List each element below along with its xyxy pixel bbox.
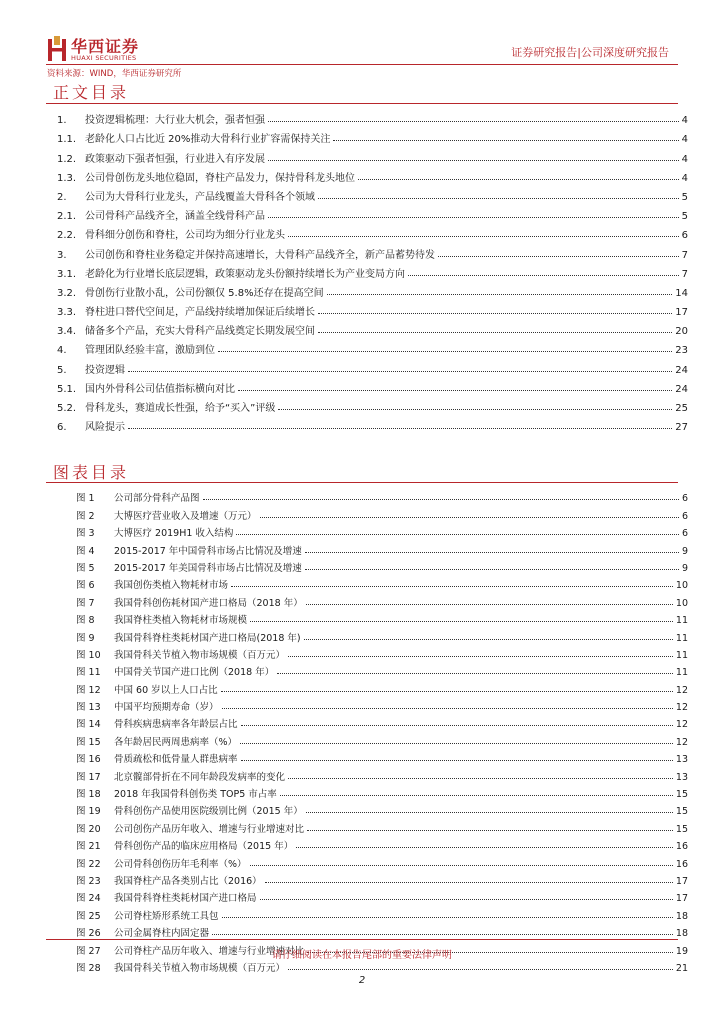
toc-entry-page: 7: [681, 249, 688, 261]
figure-entry-page: 13: [675, 771, 688, 783]
dot-leader: [238, 390, 672, 391]
dot-leader: [260, 517, 679, 518]
figure-entry-title: 中国平均预期寿命（岁）: [114, 702, 219, 714]
toc-entry-number: 3.: [57, 249, 67, 261]
figure-entry-page: 15: [675, 789, 688, 801]
dot-leader: [128, 371, 672, 372]
figure-entry-title: 公司部分骨科产品图: [114, 493, 200, 505]
figure-entry-page: 11: [675, 615, 688, 627]
figure-entry-number: 图 7: [76, 597, 95, 609]
figure-entry-title: 各年龄居民两周患病率（%）: [114, 736, 238, 748]
figure-entry-title: 我国创伤类植入物耗材市场: [114, 580, 229, 592]
figure-entry[interactable]: [76, 730, 688, 747]
toc-entry-number: 2.2.: [57, 230, 77, 242]
figure-entry-page: 11: [675, 667, 688, 679]
figure-entry[interactable]: [76, 748, 688, 765]
header-divider: [46, 64, 678, 65]
figure-entry-page: 18: [675, 910, 688, 922]
figure-entry[interactable]: [76, 626, 688, 643]
dot-leader: [307, 830, 673, 831]
figure-entry[interactable]: [76, 800, 688, 817]
footer-divider: [46, 939, 678, 940]
toc-entry-page: 6: [681, 230, 688, 242]
toc-entry-title: 风险提示: [85, 422, 125, 434]
figure-entry[interactable]: [76, 504, 688, 521]
figure-entry-title: 我国骨科脊柱类耗材国产进口格局: [114, 893, 257, 905]
legal-disclaimer-note: 请仔细阅读在本报告尾部的重要法律声明: [272, 950, 452, 961]
toc-entry-page: 23: [675, 345, 688, 357]
figure-entry-page: 16: [675, 841, 688, 853]
dot-leader: [288, 969, 673, 970]
dot-leader: [268, 121, 679, 122]
toc-entry-page: 7: [681, 268, 688, 280]
dot-leader: [265, 882, 673, 883]
figure-entry-title: 公司脊柱矫形系统工具包: [114, 910, 219, 922]
toc-entry[interactable]: [57, 184, 688, 203]
list-of-figures: [76, 487, 688, 974]
figure-entry[interactable]: [76, 922, 688, 939]
figure-entry-title: 我国骨科关节植入物市场规模（百万元）: [114, 962, 286, 974]
toc-entry-number: 3.1.: [57, 268, 77, 280]
dot-leader: [231, 586, 673, 587]
figure-entry-number: 图 21: [76, 841, 101, 853]
toc-entry[interactable]: [57, 261, 688, 280]
figure-entry[interactable]: [76, 765, 688, 782]
toc-entry-number: 3.4.: [57, 326, 77, 338]
figure-entry-title: 中国骨关节国产进口比例（2018 年）: [114, 667, 275, 679]
dot-leader: [288, 236, 679, 237]
toc-entry[interactable]: [57, 145, 688, 164]
toc-entry-number: 3.3.: [57, 307, 77, 319]
toc-entry-page: 4: [681, 172, 688, 184]
toc-entry-title: 管理团队经验丰富，激励到位: [85, 345, 215, 357]
toc-entry-number: 1.2.: [57, 153, 77, 165]
toc-entry-page: 4: [681, 134, 688, 146]
figure-entry-title: 大博医疗 2019H1 收入结构: [114, 528, 234, 540]
dot-leader: [304, 639, 673, 640]
figure-entry[interactable]: [76, 713, 688, 730]
dot-leader: [241, 760, 673, 761]
figure-entry-title: 骨质疏松和低骨量人群患病率: [114, 754, 238, 766]
figures-title: 图表目录: [53, 463, 130, 482]
figure-entry-title: 骨科创伤产品的临床应用格局（2015 年）: [114, 841, 294, 853]
figure-entry-number: 图 17: [76, 771, 101, 783]
dot-leader: [438, 256, 679, 257]
figure-entry[interactable]: [76, 539, 688, 556]
toc-entry-title: 公司为大骨科行业龙头，产品线覆盖大骨科各个领域: [85, 191, 315, 203]
figure-entry-page: 6: [681, 510, 688, 522]
figures-divider: [46, 482, 678, 483]
dot-leader: [288, 656, 673, 657]
dot-leader: [128, 428, 672, 429]
toc-entry-number: 6.: [57, 422, 67, 434]
toc-entry[interactable]: [57, 165, 688, 184]
figure-entry[interactable]: [76, 904, 688, 921]
toc-entry[interactable]: [57, 107, 688, 126]
figure-entry-page: 6: [681, 528, 688, 540]
figure-entry-number: 图 9: [76, 632, 95, 644]
toc-entry-page: 5: [681, 191, 688, 203]
logo-chinese-name: 华西证券: [71, 37, 140, 56]
dot-leader: [221, 691, 673, 692]
toc-entry-page: 5: [681, 211, 688, 223]
toc-entry[interactable]: [57, 222, 688, 241]
toc-entry-title: 公司骨科产品线齐全，涵盖全线骨科产品: [85, 211, 265, 223]
figure-entry[interactable]: [76, 835, 688, 852]
figure-entry-number: 图 18: [76, 789, 101, 801]
table-of-contents: [57, 107, 688, 433]
figure-entry-title: 我国脊柱产品各类别占比（2016）: [114, 875, 262, 887]
figure-entry[interactable]: [76, 661, 688, 678]
figure-entry[interactable]: [76, 678, 688, 695]
figure-entry-title: 骨科疾病患病率各年龄层占比: [114, 719, 238, 731]
toc-entry[interactable]: [57, 318, 688, 337]
figure-entry[interactable]: [76, 817, 688, 834]
toc-entry-number: 2.1.: [57, 211, 77, 223]
toc-entry[interactable]: [57, 395, 688, 414]
figure-entry-number: 图 8: [76, 615, 95, 627]
figure-entry-page: 9: [681, 562, 688, 574]
figure-entry-number: 图 16: [76, 754, 101, 766]
dot-leader: [241, 725, 673, 726]
dot-leader: [305, 552, 679, 553]
figure-entry-number: 图 24: [76, 893, 101, 905]
figure-entry-title: 大博医疗营业收入及增速（万元）: [114, 510, 257, 522]
toc-entry-title: 骨创伤行业散小乱，公司份额仅 5.8%还存在提高空间: [85, 287, 324, 299]
toc-entry-page: 27: [675, 422, 688, 434]
toc-entry[interactable]: [57, 126, 688, 145]
figure-entry-page: 18: [675, 928, 688, 940]
toc-entry-number: 3.2.: [57, 287, 77, 299]
figure-entry-number: 图 12: [76, 684, 101, 696]
figure-entry-title: 中国 60 岁以上人口占比: [114, 684, 218, 696]
toc-entry-page: 17: [675, 307, 688, 319]
figure-entry-number: 图 19: [76, 806, 101, 818]
dot-leader: [268, 217, 679, 218]
figure-entry-page: 11: [675, 649, 688, 661]
toc-entry-title: 老龄化人口占比近 20%推动大骨科行业扩容需保持关注: [85, 134, 331, 146]
toc-divider: [46, 103, 678, 104]
figure-entry-number: 图 13: [76, 702, 101, 714]
dot-leader: [408, 275, 679, 276]
toc-entry-title: 国内外骨科公司估值指标横向对比: [85, 383, 235, 395]
toc-entry-page: 20: [675, 326, 688, 338]
figure-entry-page: 16: [675, 858, 688, 870]
figure-entry-page: 10: [675, 597, 688, 609]
toc-entry-title: 投资逻辑: [85, 364, 125, 376]
dot-leader: [305, 569, 679, 570]
dot-leader: [280, 795, 673, 796]
dot-leader: [333, 140, 678, 141]
dot-leader: [288, 778, 673, 779]
toc-entry-title: 脊柱进口替代空间足，产品线持续增加保证后续增长: [85, 307, 315, 319]
figure-entry-number: 图 1: [76, 493, 95, 505]
dot-leader: [240, 743, 673, 744]
figure-entry[interactable]: [76, 783, 688, 800]
toc-entry-number: 5.1.: [57, 383, 77, 395]
figure-entry-number: 图 28: [76, 962, 101, 974]
figure-entry-title: 公司脊柱产品历年收入、增速与行业增速对比: [114, 945, 305, 957]
toc-entry[interactable]: [57, 280, 688, 299]
figure-entry-number: 图 5: [76, 562, 95, 574]
toc-title: 正文目录: [53, 83, 130, 102]
toc-entry[interactable]: [57, 414, 688, 433]
page-number: 2: [358, 975, 366, 986]
figure-entry-page: 6: [681, 493, 688, 505]
dot-leader: [278, 409, 672, 410]
dot-leader: [250, 865, 673, 866]
toc-entry-number: 1.1.: [57, 134, 77, 146]
figure-entry-title: 我国骨科关节植入物市场规模（百万元）: [114, 649, 286, 661]
dot-leader: [250, 621, 673, 622]
toc-entry-page: 14: [675, 287, 688, 299]
toc-entry-number: 1.: [57, 115, 67, 127]
toc-entry-title: 公司骨创伤龙头地位稳固，脊柱产品发力，保持骨科龙头地位: [85, 172, 355, 184]
toc-entry-number: 2.: [57, 191, 67, 203]
figure-entry-page: 11: [675, 632, 688, 644]
figure-entry[interactable]: [76, 887, 688, 904]
figure-entry-page: 19: [675, 945, 688, 957]
figure-entry-number: 图 23: [76, 875, 101, 887]
figure-entry-page: 12: [675, 736, 688, 748]
toc-entry-number: 4.: [57, 345, 67, 357]
toc-entry[interactable]: [57, 203, 688, 222]
toc-entry-number: 5.: [57, 364, 67, 376]
toc-entry-title: 公司创伤和脊柱业务稳定并保持高速增长，大骨科产品线齐全，新产品蓄势待发: [85, 249, 435, 261]
dot-leader: [318, 332, 672, 333]
figure-entry-page: 15: [675, 806, 688, 818]
dot-leader: [318, 198, 679, 199]
figure-entry-number: 图 4: [76, 545, 95, 557]
dot-leader: [268, 160, 679, 161]
figure-entry-page: 12: [675, 719, 688, 731]
report-type-label: 证券研究报告|公司深度研究报告: [511, 46, 669, 59]
dot-leader: [222, 917, 673, 918]
toc-entry-number: 5.2.: [57, 403, 77, 414]
dot-leader: [277, 673, 673, 674]
toc-entry-title: 骨科龙头，赛道成长性强，给予“买入”评级: [85, 403, 276, 414]
dot-leader: [306, 812, 673, 813]
source-note: 资料来源：WIND，华西证券研究所: [47, 69, 182, 79]
figure-entry[interactable]: [76, 870, 688, 887]
figure-entry-title: 我国脊柱类植入物耗材市场规模: [114, 615, 248, 627]
figure-entry-title: 2015-2017 年中国骨科市场占比情况及增速: [114, 545, 302, 557]
figure-entry[interactable]: [76, 487, 688, 504]
toc-entry[interactable]: [57, 356, 688, 375]
toc-entry-number: 1.3.: [57, 172, 77, 184]
dot-leader: [236, 534, 679, 535]
figure-entry-title: 公司创伤产品历年收入、增速与行业增速对比: [114, 823, 305, 835]
figure-entry-number: 图 2: [76, 510, 95, 522]
figure-entry-page: 9: [681, 545, 688, 557]
figure-entry-title: 2018 年我国骨科创伤类 TOP5 市占率: [114, 789, 277, 801]
toc-entry-title: 储备多个产品，充实大骨科产品线奠定长期发展空间: [85, 326, 315, 338]
figure-entry-title: 我国骨科创伤耗材国产进口格局（2018 年）: [114, 597, 303, 609]
figure-entry-number: 图 10: [76, 649, 101, 661]
huaxi-logo-icon: [47, 36, 67, 62]
dot-leader: [306, 604, 673, 605]
figure-entry-title: 北京髋部骨折在不同年龄段发病率的变化: [114, 771, 286, 783]
toc-entry-page: 4: [681, 115, 688, 127]
company-logo: [47, 34, 157, 66]
figure-entry-number: 图 27: [76, 945, 101, 957]
figure-entry-page: 17: [675, 875, 688, 887]
figure-entry-number: 图 14: [76, 719, 101, 731]
dot-leader: [203, 499, 679, 500]
figure-entry[interactable]: [76, 609, 688, 626]
figure-entry-page: 12: [675, 702, 688, 714]
figure-entry-page: 12: [675, 684, 688, 696]
toc-entry-page: 24: [675, 383, 688, 395]
figure-entry-number: 图 25: [76, 910, 101, 922]
dot-leader: [222, 708, 673, 709]
toc-entry-title: 老龄化为行业增长底层逻辑，政策驱动龙头份额持续增长为产业变局方向: [85, 268, 405, 280]
figure-entry-title: 公司金属脊柱内固定器: [114, 928, 210, 940]
dot-leader: [327, 294, 673, 295]
toc-entry[interactable]: [57, 241, 688, 260]
toc-entry-title: 政策驱动下强者恒强，行业进入有序发展: [85, 153, 265, 165]
figure-entry-page: 17: [675, 893, 688, 905]
figure-entry-number: 图 11: [76, 667, 101, 679]
figure-entry[interactable]: [76, 591, 688, 608]
figure-entry[interactable]: [76, 852, 688, 869]
toc-entry[interactable]: [57, 376, 688, 395]
toc-entry[interactable]: [57, 299, 688, 318]
figure-entry-number: 图 26: [76, 928, 101, 940]
toc-entry-page: 4: [681, 153, 688, 165]
figure-entry-number: 图 20: [76, 823, 101, 835]
dot-leader: [296, 847, 673, 848]
toc-entry-title: 骨科细分创伤和脊柱，公司均为细分行业龙头: [85, 230, 285, 242]
figure-entry[interactable]: [76, 522, 688, 539]
dot-leader: [260, 899, 673, 900]
figure-entry[interactable]: [76, 557, 688, 574]
figure-entry-title: 公司骨科创伤历年毛利率（%）: [114, 858, 247, 870]
figure-entry-title: 骨科创伤产品使用医院级别比例（2015 年）: [114, 806, 303, 818]
figure-entry-page: 10: [675, 580, 688, 592]
toc-entry-title: 投资逻辑梳理：大行业大机会，强者恒强: [85, 115, 265, 127]
logo-english-name: HUAXI SECURITIES: [71, 54, 137, 62]
toc-entry-page: 25: [675, 403, 688, 414]
figure-entry-page: 13: [675, 754, 688, 766]
figure-entry-page: 21: [675, 962, 688, 974]
toc-entry[interactable]: [57, 337, 688, 356]
dot-leader: [218, 351, 672, 352]
figure-entry-page: 15: [675, 823, 688, 835]
figure-entry[interactable]: [76, 696, 688, 713]
toc-entry-page: 24: [675, 364, 688, 376]
figure-entry-number: 图 15: [76, 736, 101, 748]
dot-leader: [318, 313, 672, 314]
figure-entry-number: 图 6: [76, 580, 95, 592]
figure-entry-title: 2015-2017 年美国骨科市场占比情况及增速: [114, 562, 302, 574]
figure-entry[interactable]: [76, 574, 688, 591]
figure-entry-number: 图 22: [76, 858, 101, 870]
dot-leader: [212, 934, 673, 935]
figure-entry-number: 图 3: [76, 528, 95, 540]
figure-entry[interactable]: [76, 644, 688, 661]
dot-leader: [358, 179, 679, 180]
figure-entry-title: 我国骨科脊柱类耗材国产进口格局(2018 年): [114, 632, 301, 644]
